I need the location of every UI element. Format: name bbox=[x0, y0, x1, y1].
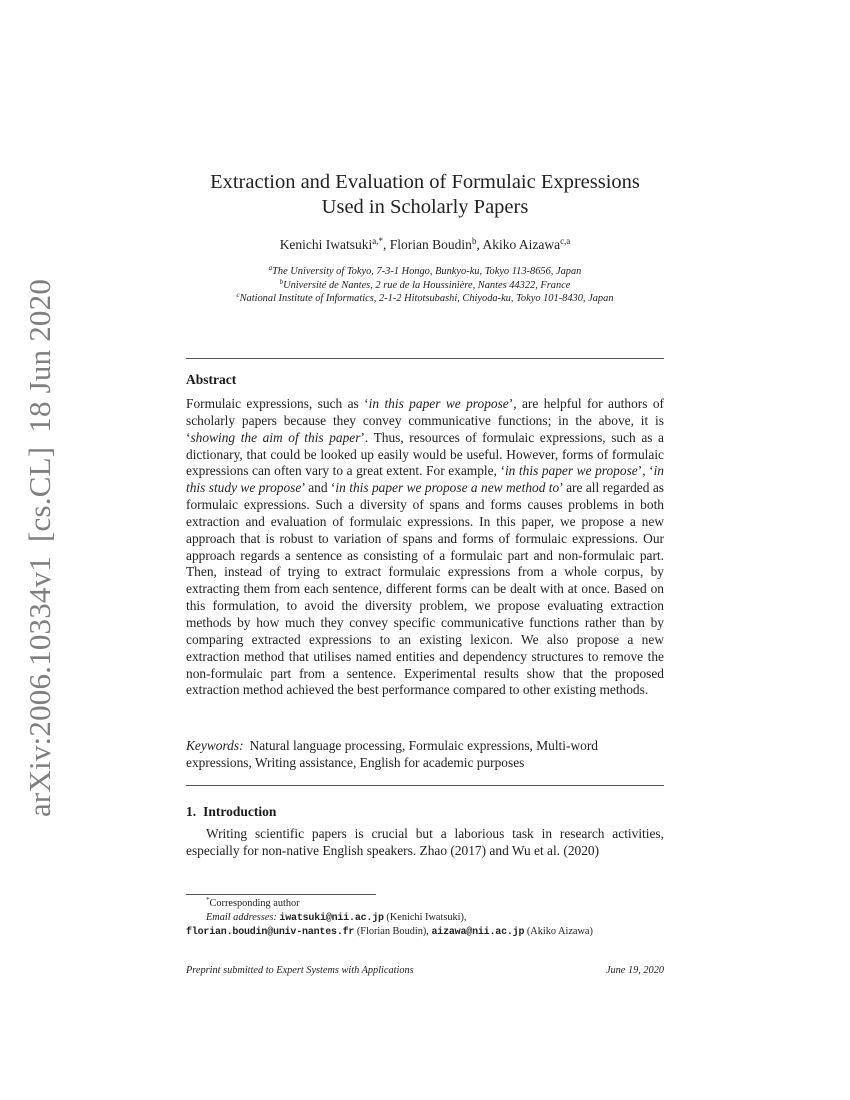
footnote-emails-line-2 bbox=[186, 925, 664, 940]
section-title: Introduction bbox=[203, 804, 277, 819]
email-link[interactable]: iwatsuki@nii.ac.jp bbox=[279, 912, 384, 924]
title-line-1: Extraction and Evaluation of Formulaic Expressions bbox=[210, 171, 640, 193]
footer-journal: Preprint submitted to Expert Systems with Applications bbox=[186, 965, 414, 976]
author-marks: a,* bbox=[372, 236, 384, 246]
abstract-text: ’ and ‘ bbox=[301, 480, 336, 496]
abstract-italic-phrase: in this paper we propose bbox=[504, 463, 638, 479]
arxiv-date: 18 Jun 2020 bbox=[22, 278, 57, 433]
arxiv-stamp bbox=[22, 279, 58, 817]
abstract-body bbox=[186, 396, 664, 699]
footnote-emails-line-1 bbox=[186, 911, 664, 926]
footnote-rule bbox=[186, 894, 376, 895]
affiliation bbox=[156, 292, 694, 306]
affiliation-mark: a bbox=[268, 264, 273, 272]
affiliations bbox=[156, 265, 694, 306]
footer-date: June 19, 2020 bbox=[605, 965, 664, 976]
footnote-corresponding-text: Corresponding author bbox=[209, 898, 300, 909]
author-name: Florian Boudin bbox=[389, 237, 472, 252]
affiliation-mark: c bbox=[236, 291, 240, 299]
footnote-mark: * bbox=[206, 896, 210, 904]
affiliation bbox=[156, 279, 694, 293]
affiliation-text: The University of Tokyo, 7-3-1 Hongo, Bunkyo-ku, Tokyo 113-8656, Japan bbox=[272, 266, 582, 277]
arxiv-category: [cs.CL] bbox=[22, 446, 57, 542]
affiliation-text: Université de Nantes, 2 rue de la Houssinière, Nantes 44322, France bbox=[283, 279, 571, 291]
footnote bbox=[186, 897, 664, 940]
email-owner: (Florian Boudin), bbox=[356, 926, 429, 937]
section-number: 1. bbox=[186, 804, 197, 819]
keywords-label: Keywords: bbox=[186, 738, 244, 753]
abstract-italic-phrase: in this paper we propose bbox=[368, 396, 509, 411]
affiliation-mark: b bbox=[279, 277, 284, 286]
abstract-heading: Abstract bbox=[186, 372, 237, 387]
paper-title bbox=[166, 170, 684, 220]
abstract-text: ’, are helpful for authors of scholarly papers because they convey communicative functions; in the above, it is ‘ bbox=[186, 396, 665, 445]
abstract-top-rule bbox=[186, 358, 664, 359]
page-footer bbox=[186, 965, 664, 976]
introduction-paragraph: Writing scientific papers is crucial but a laborious task in research activities, especially for non-native English speakers. Zhao (2017) and Wu et al. (2020) bbox=[186, 826, 664, 858]
abstract-italic-phrase: in this paper we propose a new method to bbox=[335, 480, 560, 496]
abstract-text: ’. Thus, resources of formulaic expressions, such as a dictionary, that could be looked up easily would be useful. However, forms of formulaic expressions can often vary to a great extent. For example, ‘ bbox=[186, 429, 664, 479]
author-separator: , bbox=[383, 237, 390, 252]
author-name: Kenichi Iwatsuki bbox=[279, 237, 373, 252]
arxiv-id: arXiv:2006.10334v1 bbox=[22, 555, 57, 818]
author-name: Akiko Aizawa bbox=[482, 237, 561, 252]
keywords bbox=[186, 738, 664, 772]
email-label: Email addresses: bbox=[206, 911, 277, 923]
section-heading bbox=[186, 804, 276, 820]
abstract-italic-phrase: in this study we propose bbox=[186, 463, 664, 496]
abstract-text: ’ are all regarded as formulaic expressions. Such a diversity of spans and forms causes problems in both extraction and evaluation of formulaic expressions. In this paper, we propose a new approach that is robust to variation of spans and forms of formulaic expressions. Our approach regards a sentence as consisting of a formulaic part and non-formulaic part. Then, instead of trying to extract formulaic expressions from a whole corpus, by extracting them from each sentence, different forms can be dealt with at once. Based on this formulation, to avoid the diversity problem, we propose evaluating extraction methods by how much they convey specific communicative functions rather than by comparing extracted expressions to an existing lexicon. We also propose a new extraction method that utilises named entities and dependency structures to remove the non-formulaic part from a sentence. Experimental results show that the proposed extraction method achieved the best performance compared to other existing methods. bbox=[186, 480, 664, 698]
abstract-bottom-rule bbox=[186, 785, 664, 786]
abstract-text: ’, ‘ bbox=[637, 463, 654, 479]
abstract-italic-phrase: showing the aim of this paper bbox=[190, 429, 361, 445]
author-marks: c,a bbox=[560, 236, 571, 246]
affiliation bbox=[156, 265, 694, 279]
footnote-corresponding bbox=[186, 897, 664, 911]
title-line-2: Used in Scholarly Papers bbox=[321, 196, 529, 218]
email-owner: (Akiko Aizawa) bbox=[526, 926, 593, 937]
author-marks: b bbox=[471, 236, 477, 246]
email-link[interactable]: aizawa@nii.ac.jp bbox=[431, 927, 525, 938]
abstract-text: Formulaic expressions, such as ‘ bbox=[186, 396, 369, 411]
author-separator: , bbox=[476, 237, 483, 252]
keywords-text: Natural language processing, Formulaic expressions, Multi-word expressions, Writing assistance, English for academic purposes bbox=[186, 738, 598, 770]
affiliation-text: National Institute of Informatics, 2-1-2 Hitotsubashi, Chiyoda-ku, Tokyo 101-8430, Japan bbox=[239, 293, 614, 304]
email-owner: (Kenichi Iwatsuki), bbox=[386, 911, 467, 923]
author-list bbox=[166, 237, 684, 253]
email-link[interactable]: florian.boudin@univ-nantes.fr bbox=[186, 927, 355, 938]
